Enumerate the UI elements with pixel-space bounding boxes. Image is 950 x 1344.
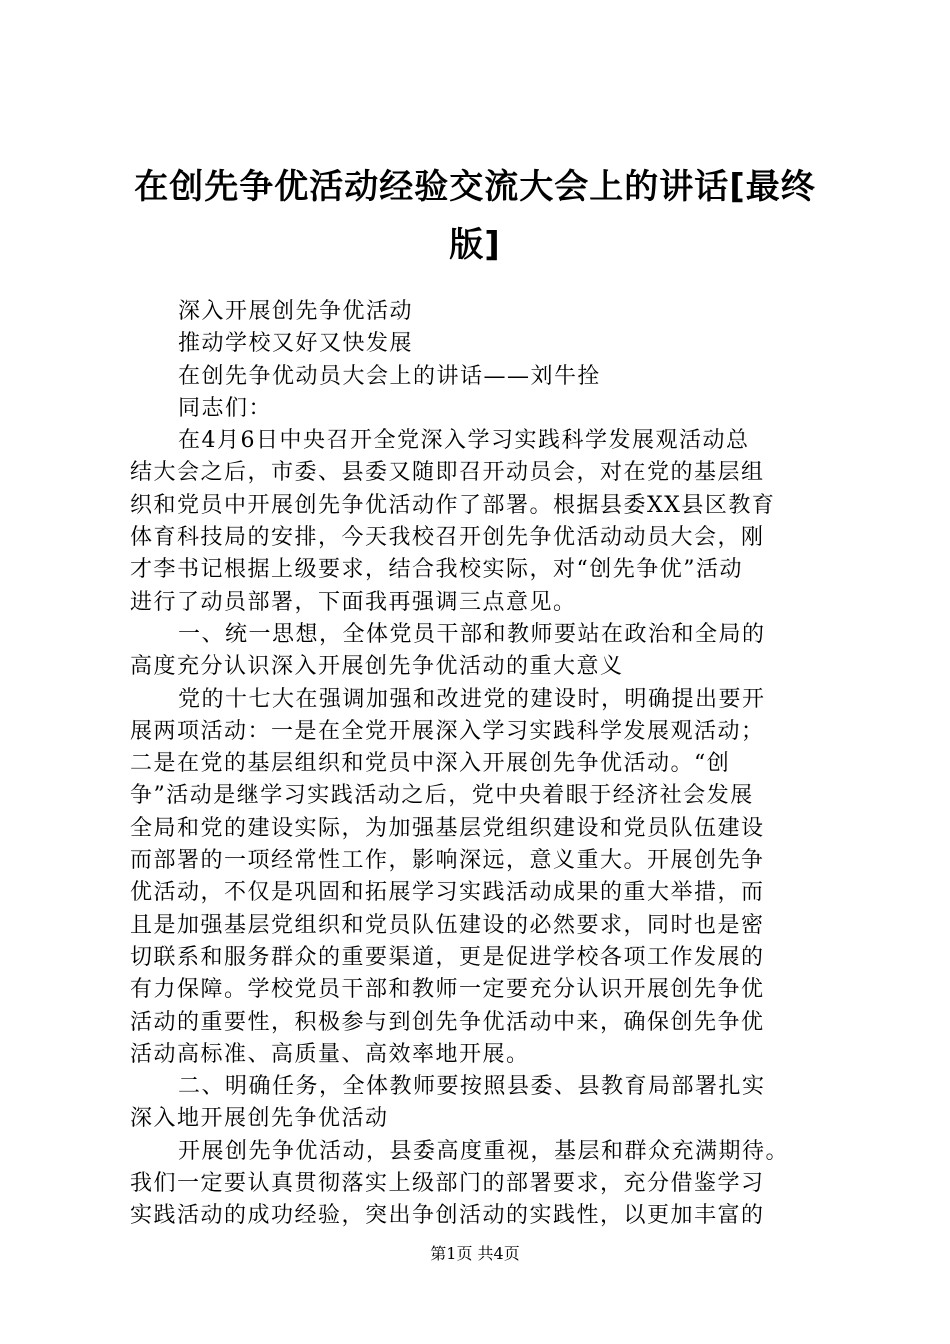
title-line-2: 版] [449,225,501,265]
body-line: 活动高标准、高质量、高效率地开展。 [130,1041,530,1067]
body-line: 二、明确任务，全体教师要按照县委、县教育局部署扎实 [178,1074,766,1100]
body-line: 深入地开展创先争优活动 [130,1106,389,1132]
body-line: 一、统一思想，全体党员干部和教师要站在政治和全局的 [178,621,766,647]
body-line: 体育科技局的安排，今天我校召开创先争优活动动员大会，刚 [130,525,765,551]
body-line: 推动学校又好又快发展 [178,331,414,357]
body-line: 同志们： [178,395,273,421]
body-line: 我们一定要认真贯彻落实上级部门的部署要求，充分借鉴学习 [130,1171,765,1197]
body-line: 高度充分认识深入开展创先争优活动的重大意义 [130,654,624,680]
body-line: 进行了动员部署，下面我再强调三点意见。 [130,589,577,615]
body-line: 才李书记根据上级要求，结合我校实际，对“创先争优”活动 [130,557,743,583]
document-title [120,158,830,274]
body-line: 优活动，不仅是巩固和拓展学习实践活动成果的重大举措，而 [130,880,765,906]
body-line: 织和党员中开展创先争优活动作了部署。根据县委XX县区教育 [130,492,776,518]
title-line-1: 在创先争优活动经验交流大会上的讲话[最终 [134,167,816,207]
body-line: 争”活动是继学习实践活动之后，党中央着眼于经济社会发展 [130,783,754,809]
body-line: 有力保障。学校党员干部和教师一定要充分认识开展创先争优 [130,977,765,1003]
body-line: 深入开展创先争优活动 [178,299,414,324]
body-line: 在创先争优动员大会上的讲话——刘牛拴 [178,363,602,389]
document-body [130,296,835,1233]
body-line: 展两项活动：一是在全党开展深入学习实践科学发展观活动； [130,718,765,744]
body-line: 开展创先争优活动，县委高度重视，基层和群众充满期待。 [178,1138,790,1164]
page-footer: 第1页 共4页 [430,1244,520,1263]
body-line: 全局和党的建设实际，为加强基层党组织建设和党员队伍建设 [130,815,765,841]
body-line: 在4月6日中央召开全党深入学习实践科学发展观活动总 [178,428,750,454]
body-line: 切联系和服务群众的重要渠道，更是促进学校各项工作发展的 [130,944,765,970]
body-line: 实践活动的成功经验，突出争创活动的实践性，以更加丰富的 [130,1203,765,1229]
body-line: 且是加强基层党组织和党员队伍建设的必然要求，同时也是密 [130,912,765,938]
body-line: 二是在党的基层组织和党员中深入开展创先争优活动。“创 [130,751,731,777]
body-line: 结大会之后，市委、县委又随即召开动员会，对在党的基层组 [130,460,765,486]
body-line: 党的十七大在强调加强和改进党的建设时，明确提出要开 [178,686,766,712]
body-line: 活动的重要性，积极参与到创先争优活动中来，确保创先争优 [130,1009,765,1035]
body-line: 而部署的一项经常性工作，影响深远，意义重大。开展创先争 [130,848,765,874]
